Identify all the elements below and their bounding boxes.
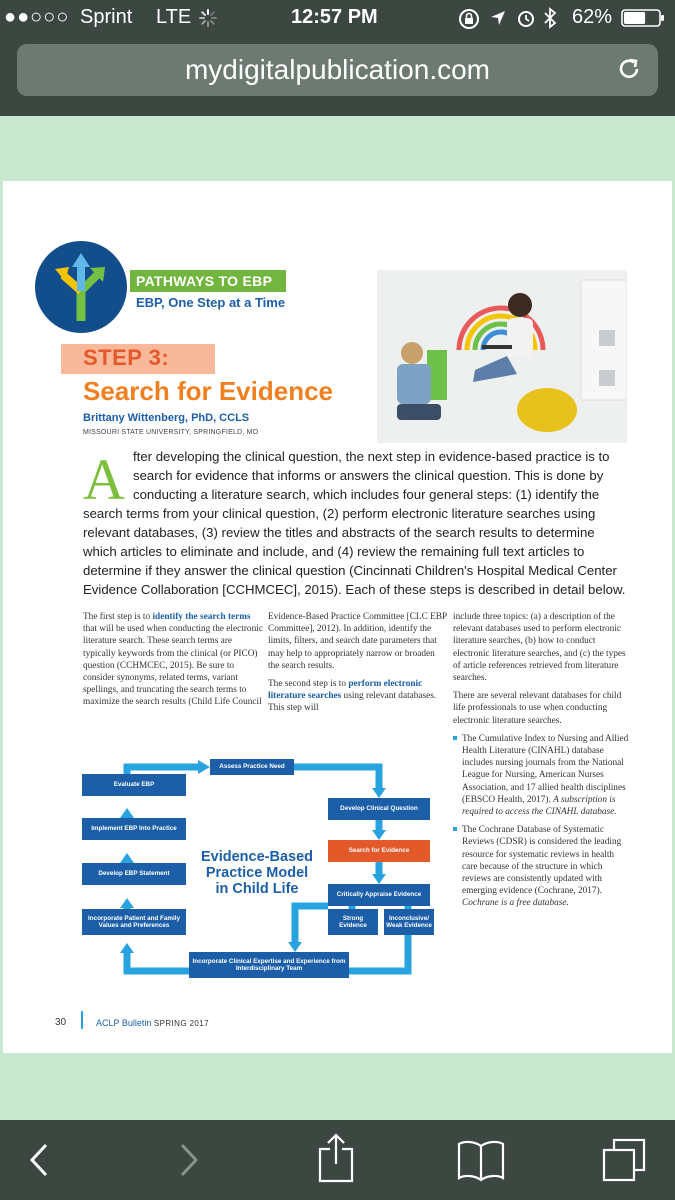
node-develop-clinical-question: Develop Clinical Question: [328, 798, 430, 820]
bookmarks-button[interactable]: [456, 1138, 506, 1187]
intro-line: determine if they answer the clinical question (Cincinnati Children's Hospital Medical Center: [83, 563, 617, 578]
share-icon: [316, 1132, 356, 1184]
bullet-cochrane: The Cochrane Database of Systematic Reviews (CDSR) is considered the leading resource for systematic reviews in health care because of the structure in which reviews are consistently updated with emerging evidence (Cochrane, 2017). Cochrane is a free database.: [453, 824, 631, 909]
intro-line: which articles to eliminate and include, and (4) review the remaining full text articles to: [83, 544, 585, 559]
footer-divider: [81, 1011, 83, 1029]
magazine-page: [3, 181, 672, 1053]
signal-strength-icon: ●●○○○: [4, 6, 70, 28]
body-column-3: include three topics: (a) a description of the relevant databases used to perform electronic literature searches, (b) how to conduct electronic literature searches, and (c) the types of article references retrieved from literature searches. There are several relevant databases for child life professionals to use when conducting electronic literature searches. The Cumulative Index to Nursing and Allied Health Literature (CINAHL) database includes nursing journals from the National League for Nursing, American Nurses Association, and 17 allied health disciplines (EBSCO Health, 2017). A subscription is required to access the CINAHL database. The Cochrane Database of Systematic Reviews (CDSR) is considered the leading resource for systematic reviews in health care because of the structure in which reviews are consistently updated with emerging evidence (Cochrane, 2017). Cochrane is a free database.: [453, 611, 631, 916]
drop-cap: A: [83, 447, 125, 512]
pathways-logo: [35, 241, 127, 333]
back-button[interactable]: [26, 1142, 52, 1183]
reload-icon[interactable]: [614, 54, 644, 89]
rotation-lock-icon: [458, 8, 480, 36]
node-search-for-evidence: Search for Evidence: [328, 840, 430, 862]
node-implement-ebp: Implement EBP Into Practice: [82, 818, 186, 840]
signpost-arrows-icon: [35, 241, 127, 333]
ebp-model-diagram: [82, 759, 438, 989]
step-label: STEP 3:: [83, 345, 170, 370]
browser-address-bar: [0, 36, 675, 116]
intro-line: relevant databases, (3) review the titles and abstracts of the search results to determine: [83, 525, 595, 540]
node-develop-ebp-statement: Develop EBP Statement: [82, 863, 186, 885]
intro-line: search terms from your clinical question, (2) perform electronic literature searches using: [83, 506, 596, 521]
intro-line: search for evidence that informs or answers the clinical question. This is done by: [133, 468, 604, 483]
node-incorporate-clinical-expertise: Incorporate Clinical Expertise and Experience from Interdisciplinary Team: [189, 952, 349, 978]
author-affiliation: MISSOURI STATE UNIVERSITY, SPRINGFIELD, MO: [83, 429, 259, 436]
article-title: Search for Evidence: [83, 376, 333, 406]
browser-toolbar: [0, 1120, 675, 1200]
forward-button[interactable]: [176, 1142, 202, 1183]
clock: 12:57 PM: [291, 6, 378, 28]
chevron-left-icon: [26, 1142, 52, 1178]
body-column-1: The first step is to identify the search terms that will be used when conducting the electronic literature search. These search terms are typically keywords from the clinical (or PICO) question (CCHMCEC, 2015). Be sure to consider synonyms, related terms, variant spellings, and truncating the search terms to maximize the search results (Child Life Council: [83, 612, 263, 708]
publication-name: ACLP Bulletin SPRING 2017: [96, 1018, 209, 1028]
node-evaluate-ebp: Evaluate EBP: [82, 774, 186, 796]
intro-line: conducting a literature search, which includes four general steps: (1) identify the: [133, 487, 600, 502]
pathways-label: PATHWAYS TO EBP: [130, 270, 286, 292]
chevron-right-icon: [176, 1142, 202, 1178]
therapist-child-photo: [377, 270, 627, 443]
body-column-2: Evidence-Based Practice Committee [CLC EBP Committee], 2012). In addition, identify the limits, filters, and search date parameters that may help to appropriately narrow or broaden the search results. The second step is to perform electronic literature searches using relevant databases. This step will: [268, 612, 447, 714]
page-number: 30: [55, 1017, 67, 1028]
intro-line: Evidence Collaboration [CCHMCEC], 2015). Each of these steps is described in detail below.: [83, 582, 626, 597]
battery-percent: 62%: [572, 6, 613, 28]
node-incorporate-patient-values: Incorporate Patient and Family Values and Preferences: [82, 909, 186, 935]
node-assess-practice-need: Assess Practice Need: [210, 759, 294, 775]
intro-line: fter developing the clinical question, the next step in evidence-based practice is to: [133, 449, 610, 464]
network-type: LTE: [156, 6, 192, 28]
url-text[interactable]: mydigitalpublication.com: [184, 54, 491, 85]
node-critically-appraise-evidence: Critically Appraise Evidence: [328, 884, 430, 906]
alarm-icon: [516, 8, 536, 34]
pathways-subtitle: EBP, One Step at a Time: [136, 295, 286, 310]
bullet-cinahl: The Cumulative Index to Nursing and Allied Health Literature (CINAHL) database includes nursing journals from the National League for Nursing, American Nurses Association, and 17 allied health disciplines (EBSCO Health, 2017). A subscription is required to access the CINAHL database.: [453, 733, 631, 818]
book-icon: [456, 1138, 506, 1182]
carrier-name: Sprint: [80, 6, 133, 28]
node-weak-evidence: Inconclusive/ Weak Evidence: [384, 909, 434, 935]
node-strong-evidence: Strong Evidence: [328, 909, 378, 935]
tabs-button[interactable]: [600, 1136, 648, 1189]
loading-spinner-icon: [198, 8, 218, 34]
diagram-title: Evidence-Based Practice Model in Child Life: [200, 849, 314, 897]
bluetooth-icon: [543, 7, 557, 35]
publication-season: SPRING 2017: [153, 1019, 209, 1028]
tabs-icon: [600, 1136, 648, 1184]
status-bar: [0, 0, 675, 36]
author-name: Brittany Wittenberg, PhD, CCLS: [83, 412, 250, 424]
share-button[interactable]: [316, 1132, 356, 1189]
location-icon: [489, 9, 507, 33]
battery-icon: [621, 9, 665, 33]
url-field[interactable]: [17, 44, 658, 96]
